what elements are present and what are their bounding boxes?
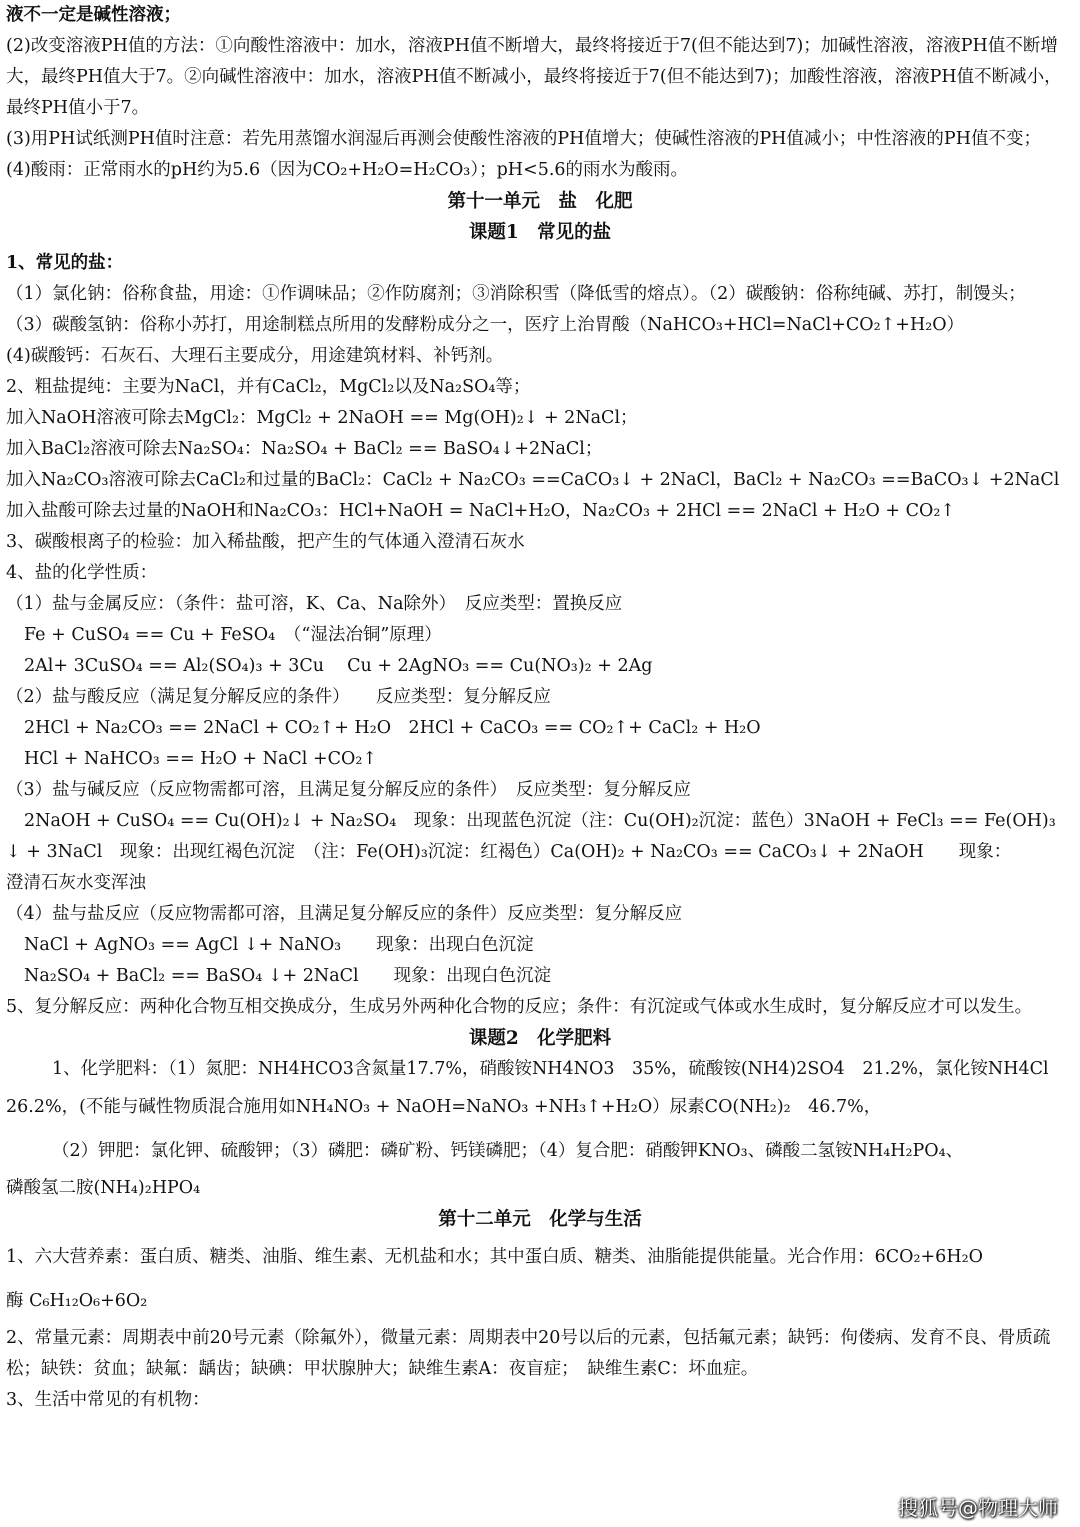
text-line: 加入盐酸可除去过量的NaOH和Na₂CO₃：HCl+NaOH = NaCl+H₂O，Na₂CO₃ + 2HCl == 2NaCl + H₂O + CO₂↑ — [6, 501, 956, 521]
text-line: （1）氯化钠：俗称食盐，用途：①作调味品；②作防腐剂；③消除积雪（降低雪的熔点）。（2）碳酸钠：俗称纯碱、苏打，制馒头； — [6, 284, 1026, 304]
text-line: 1、化学肥料：（1）氮肥：NH4HCO3含氮量17.7%，硝酸铵NH4NO3 35%，硫酸铵(NH4)2SO4 21.2%，氯化铵NH4Cl — [52, 1059, 1049, 1079]
text-line: (3)用PH试纸测PH值时注意：若先用蒸馏水润湿后再测会使酸性溶液的PH值增大；使碱性溶液的PH值减小；中性溶液的PH值不变； — [6, 129, 1041, 149]
section-heading: 第十二单元 化学与生活 — [438, 1209, 642, 1230]
text-line: (4)碳酸钙：石灰石、大理石主要成分，用途建筑材料、补钙剂。 — [6, 346, 504, 366]
text-line: 澄清石灰水变浑浊 — [6, 873, 146, 893]
text-line: Fe + CuSO₄ == Cu + FeSO₄ （“湿法冶铜”原理） — [24, 625, 442, 645]
text-line: （4）盐与盐反应（反应物需都可溶，且满足复分解反应的条件）反应类型：复分解反应 — [6, 904, 683, 924]
text-line: 加入Na₂CO₃溶液可除去CaCl₂和过量的BaCl₂：CaCl₂ + Na₂CO₃ ==CaCO₃↓ + 2NaCl，BaCl₂ + Na₂CO₃ ==BaCO₃↓ +2NaCl — [6, 470, 1060, 490]
text-line: 2、常量元素：周期表中前20号元素（除氟外），微量元素：周期表中20号以后的元素，包括氟元素；缺钙：佝偻病、发育不良、骨质疏松；缺铁：贫血；缺氟：龋齿；缺碘：甲状腺肿大；缺维生素A：夜盲症； 缺维生素C：坏血症。 — [6, 1328, 1051, 1379]
text-line: 2NaOH + CuSO₄ == Cu(OH)₂↓ + Na₂SO₄ 现象：出现蓝色沉淀（注：Cu(OH)₂沉淀：蓝色）3NaOH + FeCl₃ == Fe(OH)₃ — [24, 811, 1056, 831]
text-line: 酶 C₆H₁₂O₆+6O₂ — [6, 1291, 148, 1311]
text-line: (4)酸雨：正常雨水的pH约为5.6（因为CO₂+H₂O=H₂CO₃）；pH<5.6的雨水为酸雨。 — [6, 160, 689, 180]
text-line: 4、盐的化学性质： — [6, 563, 158, 583]
text-line: NaCl + AgNO₃ == AgCl ↓+ NaNO₃ 现象：出现白色沉淀 — [24, 935, 534, 955]
text-line: (2)改变溶液PH值的方法：①向酸性溶液中：加水，溶液PH值不断增大，最终将接近于7(但不能达到7)；加碱性溶液，溶液PH值不断增大，最终PH值大于7。②向碱性溶液中：加水，溶液PH值不断减小，最终将接近于7(但不能达到7)；加酸性溶液，溶液PH值不断减小，最终PH值小于7。 — [6, 36, 1062, 118]
text-line: 5、复分解反应：两种化合物互相交换成分，生成另外两种化合物的反应；条件：有沉淀或气体或水生成时，复分解反应才可以发生。 — [6, 997, 1033, 1017]
text-line: 3、碳酸根离子的检验：加入稀盐酸，把产生的气体通入澄清石灰水 — [6, 532, 525, 552]
text-line: （1）盐与金属反应：（条件：盐可溶，K、Ca、Na除外） 反应类型：置换反应 — [6, 594, 623, 614]
text-line: ↓ + 3NaCl 现象：出现红褐色沉淀 （注：Fe(OH)₃沉淀：红褐色）Ca(OH)₂ + Na₂CO₃ == CaCO₃↓ + 2NaOH 现象： — [6, 842, 1012, 862]
watermark: 搜狐号@物理大师 — [898, 1496, 1058, 1520]
text-line: 液不一定是碱性溶液； — [6, 5, 181, 25]
text-line: （3）盐与碱反应（反应物需都可溶，且满足复分解反应的条件） 反应类型：复分解反应 — [6, 780, 691, 800]
text-line: 1、六大营养素：蛋白质、糖类、油脂、维生素、无机盐和水；其中蛋白质、糖类、油脂能提供能量。光合作用：6CO₂+6H₂O — [6, 1247, 983, 1267]
section-heading: 第十一单元 盐 化肥 — [447, 191, 633, 212]
text-line: 磷酸氢二胺(NH₄)₂HPO₄ — [6, 1178, 201, 1198]
section-heading: 课题2 化学肥料 — [468, 1028, 612, 1049]
text-line: 26.2%，(不能与碱性物质混合施用如NH₄NO₃ + NaOH=NaNO₃ +NH₃↑+H₂O）尿素CO(NH₂)₂ 46.7%， — [6, 1097, 882, 1117]
text-line: 2、粗盐提纯：主要为NaCl，并有CaCl₂，MgCl₂以及Na₂SO₄等； — [6, 377, 531, 397]
text-line: （2）盐与酸反应（满足复分解反应的条件） 反应类型：复分解反应 — [6, 687, 551, 707]
text-line: 加入NaOH溶液可除去MgCl₂：MgCl₂ + 2NaOH == Mg(OH)₂↓ + 2NaCl； — [6, 408, 638, 428]
text-line: （2）钾肥：氯化钾、硫酸钾；（3）磷肥：磷矿粉、钙镁磷肥；（4）复合肥：硝酸钾KNO₃、磷酸二氢铵NH₄H₂PO₄、 — [52, 1141, 964, 1161]
text-line: （3）碳酸氢钠：俗称小苏打，用途制糕点所用的发酵粉成分之一，医疗上治胃酸（NaHCO₃+HCl=NaCl+CO₂↑+H₂O） — [6, 315, 965, 335]
text-line: 1、常见的盐： — [6, 253, 124, 273]
text-line: HCl + NaHCO₃ == H₂O + NaCl +CO₂↑ — [24, 749, 378, 769]
text-line: Na₂SO₄ + BaCl₂ == BaSO₄ ↓+ 2NaCl 现象：出现白色沉淀 — [24, 966, 552, 986]
text-line: 3、生活中常见的有机物： — [6, 1390, 210, 1410]
section-heading: 课题1 常见的盐 — [468, 222, 612, 243]
text-line: 2HCl + Na₂CO₃ == 2NaCl + CO₂↑+ H₂O 2HCl + CaCO₃ == CO₂↑+ CaCl₂ + H₂O — [24, 718, 761, 738]
text-line: 2Al+ 3CuSO₄ == Al₂(SO₄)₃ + 3Cu Cu + 2AgNO₃ == Cu(NO₃)₂ + 2Ag — [24, 656, 653, 676]
text-line: 加入BaCl₂溶液可除去Na₂SO₄：Na₂SO₄ + BaCl₂ == BaSO₄↓+2NaCl； — [6, 439, 603, 459]
